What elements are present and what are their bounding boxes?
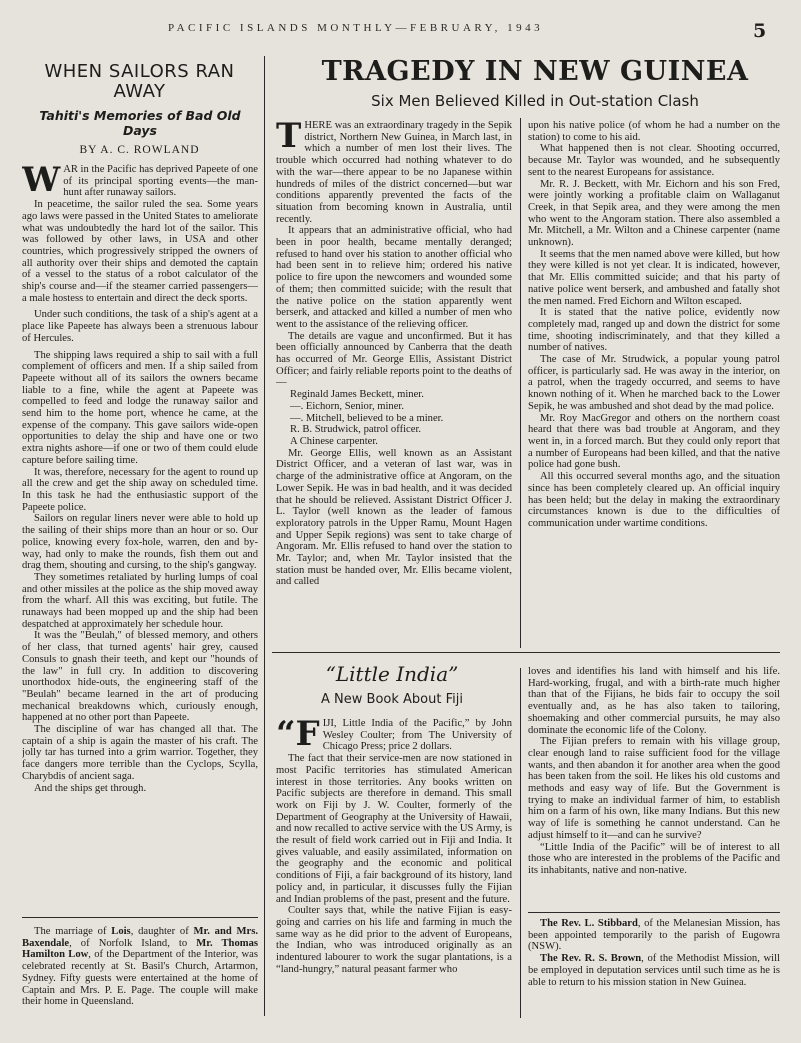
sailors-body xyxy=(22,164,258,912)
column-divider-left xyxy=(264,56,265,1016)
sailors-para: And the ships get through. xyxy=(34,782,147,794)
tragedy-body-col1 xyxy=(276,120,512,648)
column-divider-lower xyxy=(520,668,521,1018)
sailors-para: Sailors on regular liners never were able to hold up the sailing of their ships more than an hour or so. Our police, knowing every fox-hole, warren, den and by-way, had only to make the rounds, fish them out and drag them, shouting and cursing, to the ship's gangway. xyxy=(22,513,258,572)
india-para: The Fijian prefers to remain with his village group, clear enough land to raise sufficient food for the village wants, and then abandon it for another area when the good has been taken from the soil. He likes his old customs and methods and easy way of life. But the Government is trying to make an individual farmer of him, to establish him on a farm of his own, like many Indians. But this new way of life is something he cannot understand. Can he adjust himself to it—and can he survive? xyxy=(528,736,780,841)
casualty-item: R. B. Strudwick, patrol officer. xyxy=(290,424,422,436)
india-subheadline: A New Book About Fiji xyxy=(321,692,463,707)
tragedy-para: Mr. R. J. Beckett, with Mr. Eichorn and his son Fred, were jointly working a profitable claim on Wallaganut Creek, in that Sepik area, and they were among the men who went to the Angoram station. There also assembled a Mr. Mitchell, a Mr. Wilton and a Chinese carpenter (name unknown). xyxy=(528,178,780,249)
sailors-subheadline: Tahiti's Memories of Bad Old Days xyxy=(39,108,241,138)
sailors-para: It was, therefore, necessary for the agent to round up all the crew and get the ship away on scheduled time. In this task he had the enthusiastic support of the Papeete police. xyxy=(22,466,258,513)
story-divider xyxy=(272,652,780,653)
sailors-dropcap: W xyxy=(22,164,61,200)
casualty-item: A Chinese carpenter. xyxy=(290,435,378,447)
sailors-para: Under such conditions, the task of a ship's agent at a place like Papeete has always been a strenuous labour of Hercules. xyxy=(22,309,258,344)
casualty-item: —. Eichorn, Senior, miner. xyxy=(290,400,405,412)
column-divider-right xyxy=(520,118,521,648)
tragedy-para: upon his native police (of whom he had a number on the station) to come to his aid. xyxy=(528,120,780,143)
india-headline: “Little India” xyxy=(325,662,459,686)
sailors-para: In peacetime, the sailor ruled the sea. Some years ago laws were passed in the United States to ameliorate what was undoubtedly the hard lot of the sailor. This was followed by other laws, in USA and other countries, which progressively stripped the owners of all authority over their ships and demoted the captain of a vessel to the status of a robot calculator of the ship's course and—if the steamer carried passengers—a male hostess to entertain and direct the deck sports. xyxy=(22,199,258,304)
tragedy-subheadline: Six Men Believed Killed in Out-station Clash xyxy=(371,92,699,110)
tragedy-para: Mr. George Ellis, well known as an Assistant District Officer, and a veteran of last war, was in charge of the administrative office at Angoram, on the Lower Sepik. He was in bad health, and it was decided that he should be relieved. Assistant District Officer J. L. Taylor (well known as the leader of famous exploratory patrols in the Upper Ramu, Mount Hagen and Upper Sepik regions) was sent to take charge of Angoram. Mr. Ellis refused to hand over the station to Mr. Taylor; and, when Mr. Taylor insisted that the station must be handed over, Mr. Ellis became violent, and called xyxy=(276,447,512,588)
sailors-para: AR in the Pacific has deprived Papeete of one of its principal sporting events—the man-hunt after runaway sailors. xyxy=(63,164,258,199)
sailors-para: The shipping laws required a ship to sail with a full complement of officers and men. If a ship sailed from Papeete without all of its sailors the owners became liable to a fine, while the agent at Papeete was compelled to feed and lodge the runaway sailor and send him to the home port, whence he came, at the expense of the company. This gave sailors wide-open opportunities to delay the ship and have one or two extra nights ashore—if one or two of them could elude capture before sailing time. xyxy=(22,349,258,466)
tragedy-para: The case of Mr. Strudwick, a popular young patrol officer, is particularly sad. He was away in the interior, on a patrol, when the tragedy occurred, and seems to have known nothing of it. When he marched back to the Lower Sepik, he was ambushed and shot dead by the mad police. xyxy=(528,354,780,412)
mission-note: The Rev. L. Stibbard, of the Melanesian Mission, has been appointed temporarily to the parish of Eugowra (NSW). xyxy=(528,918,780,953)
india-para: loves and identifies his land with himself and his life. Hard-working, frugal, and with a birth-rate much higher than that of the Fijians, he bids fair to occupy the soil eventually and, as he has also taken to tailoring, shoemaking and other commercial pursuits, he may also dominate the economic life of the Colony. xyxy=(528,666,780,736)
mission-note: The Rev. R. S. Brown, of the Methodist Mission, will be employed in deputation services until such time as he is able to return to his mission station in New Guinea. xyxy=(528,953,780,988)
india-dropcap: “F xyxy=(276,718,320,754)
india-body-col2 xyxy=(528,666,780,908)
tragedy-para: It seems that the men named above were killed, but how they were killed is not yet clear. It is indicated, however, that Mr. Ellis committed suicide; and that his party of native police went berserk, and ambushed and fatally shot the men named. Fred Eichorn and Wilton escaped. xyxy=(528,248,780,307)
tragedy-para: The details are vague and unconfirmed. But it has been officially announced by Canberra that the death has occurred of Mr. George Ellis, Assistant District Officer; and fairly reliable reports point to the deaths of— xyxy=(276,330,512,389)
notes-divider xyxy=(528,912,780,913)
wedding-notice xyxy=(22,926,258,1026)
wedding-text: The marriage of Lois, daughter of Mr. and Mrs. Baxendale, of Norfolk Island, to Mr. Thomas Hamilton Low, of the Department of the Interior, was celebrated recently at St. Basil's Church, Artarmon, Sydney. Fifty guests were entertained at the home of Captain and Mrs. P. E. Page. The couple will make their home in Queensland. xyxy=(22,926,258,1008)
casualty-item: —. Mitchell, believed to be a miner. xyxy=(290,412,444,424)
page-number: 5 xyxy=(753,20,767,42)
tragedy-dropcap: T xyxy=(276,120,302,156)
india-para: IJI, Little India of the Pacific,” by John Wesley Coulter; from The University of Chicago Press; price 2 dollars. xyxy=(322,718,512,753)
running-head: PACIFIC ISLANDS MONTHLY—FEBRUARY, 1943 xyxy=(168,22,544,34)
india-para: Coulter says that, while the native Fijian is easy-going and carries on his life and farming in much the same way as he did prior to the advent of Europeans, the Indian, who was introduced originally as an indentured labourer to work the sugar plantations, is a “land-hungry,” natural peasant farmer who xyxy=(276,905,512,975)
india-para: “Little India of the Pacific” will be of interest to all those who are interested in the problems of the Pacific and its inhabitants, native and non-native. xyxy=(528,841,780,876)
india-body-col1 xyxy=(276,718,512,1028)
mission-notes xyxy=(528,918,780,1030)
sailors-byline: BY A. C. ROWLAND xyxy=(79,144,200,156)
sailors-headline: WHEN SAILORS RAN AWAY xyxy=(44,61,235,102)
tragedy-para: Mr. Roy MacGregor and others on the northern coast heard that there was bad trouble at Angoram, and they went in, in a forced march. But they could only report that a number of Europeans had been killed, and that the native police had gone bush. xyxy=(528,412,780,471)
casualty-item: Reginald James Beckett, miner. xyxy=(290,389,424,401)
sailors-para: The discipline of war has changed all that. The captain of a ship is again the master of his craft. The jolly tar has turned into a grim warrior. Together, they face dangers more terrible than the Cyclops, Scylla, Charybdis of ancient saga. xyxy=(22,724,258,782)
india-para: The fact that their service-men are now stationed in most Pacific territories has stimulated American interest in those territories. Any books written on Pacific subjects are therefore in demand. This small work on Fiji by J. W. Coulter, formerly of the Department of Geography at the University of Hawaii, and now recalled to active service with the US Army, is the result of field work carried out in Fiji and India. It gives valuable, and easily assimilated, information on the geography and the economic and political conditions of Fiji, a fair background of its history, land policy and, in particular, it discusses fully the Fijian and Indian problems of the past, present and the future. xyxy=(276,753,512,905)
running-header xyxy=(0,20,801,50)
tragedy-para: What happened then is not clear. Shooting occurred, because Mr. Taylor was wounded, and he subsequently sent to the nearest Europeans for assistance. xyxy=(528,143,780,178)
tragedy-para: It appears that an administrative official, who had been in poor health, became mentally deranged; refused to hand over his station to another official who had been sent in to relieve him; ordered his native police to fire upon the newcomers and wounded some of them; then committed suicide; with the result that the native police on the station apparently went berserk, and attacked and killed a number of men who went to the assistance of the relieving officer. xyxy=(276,225,512,330)
tragedy-para: All this occurred several months ago, and the situation since has been completely cleared up. An official inquiry has been held; but the delay in making the extraordinary circumstances known is due to the difficulties of communication under wartime conditions. xyxy=(528,471,780,529)
tragedy-headline: TRAGEDY IN NEW GUINEA xyxy=(321,56,749,87)
sailors-para: They sometimes retaliated by hurling lumps of coal and other missiles at the police as the ship moved away from the wharf. All this was exciting, but futile. The runaways had been mopped up and the ship had been despatched at approximately her schedule hour. xyxy=(22,571,258,630)
tragedy-lead: HERE was an extraordinary tragedy in the Sepik district, Northern New Guinea, in March last, in which a number of men lost their lives. The trouble which occurred had nothing whatever to do with the war—there appear to be no Japanese within hundreds of miles of the district concerned—but war conditions apparently prevented the facts of the situation from becoming known in Australia, until recently. xyxy=(276,120,512,225)
wedding-divider xyxy=(22,917,258,918)
tragedy-para: It is stated that the native police, evidently now completely mad, ranged up and down the district for some time, shooting indiscriminately, and that they killed a number of natives. xyxy=(528,307,780,354)
sailors-para: It was the "Beulah," of blessed memory, and others of her class, that turned agents' hair grey, caused Consuls to gnash their teeth, and kept our "hounds of the law" in full cry. In addition to discovering unorthodox hide-outs, the engineering staff of the "Beulah" became learned in the art of producing mechanical breakdowns which, curiously enough, happened at no other port than Papeete. xyxy=(22,630,258,724)
tragedy-body-col2 xyxy=(528,120,780,648)
